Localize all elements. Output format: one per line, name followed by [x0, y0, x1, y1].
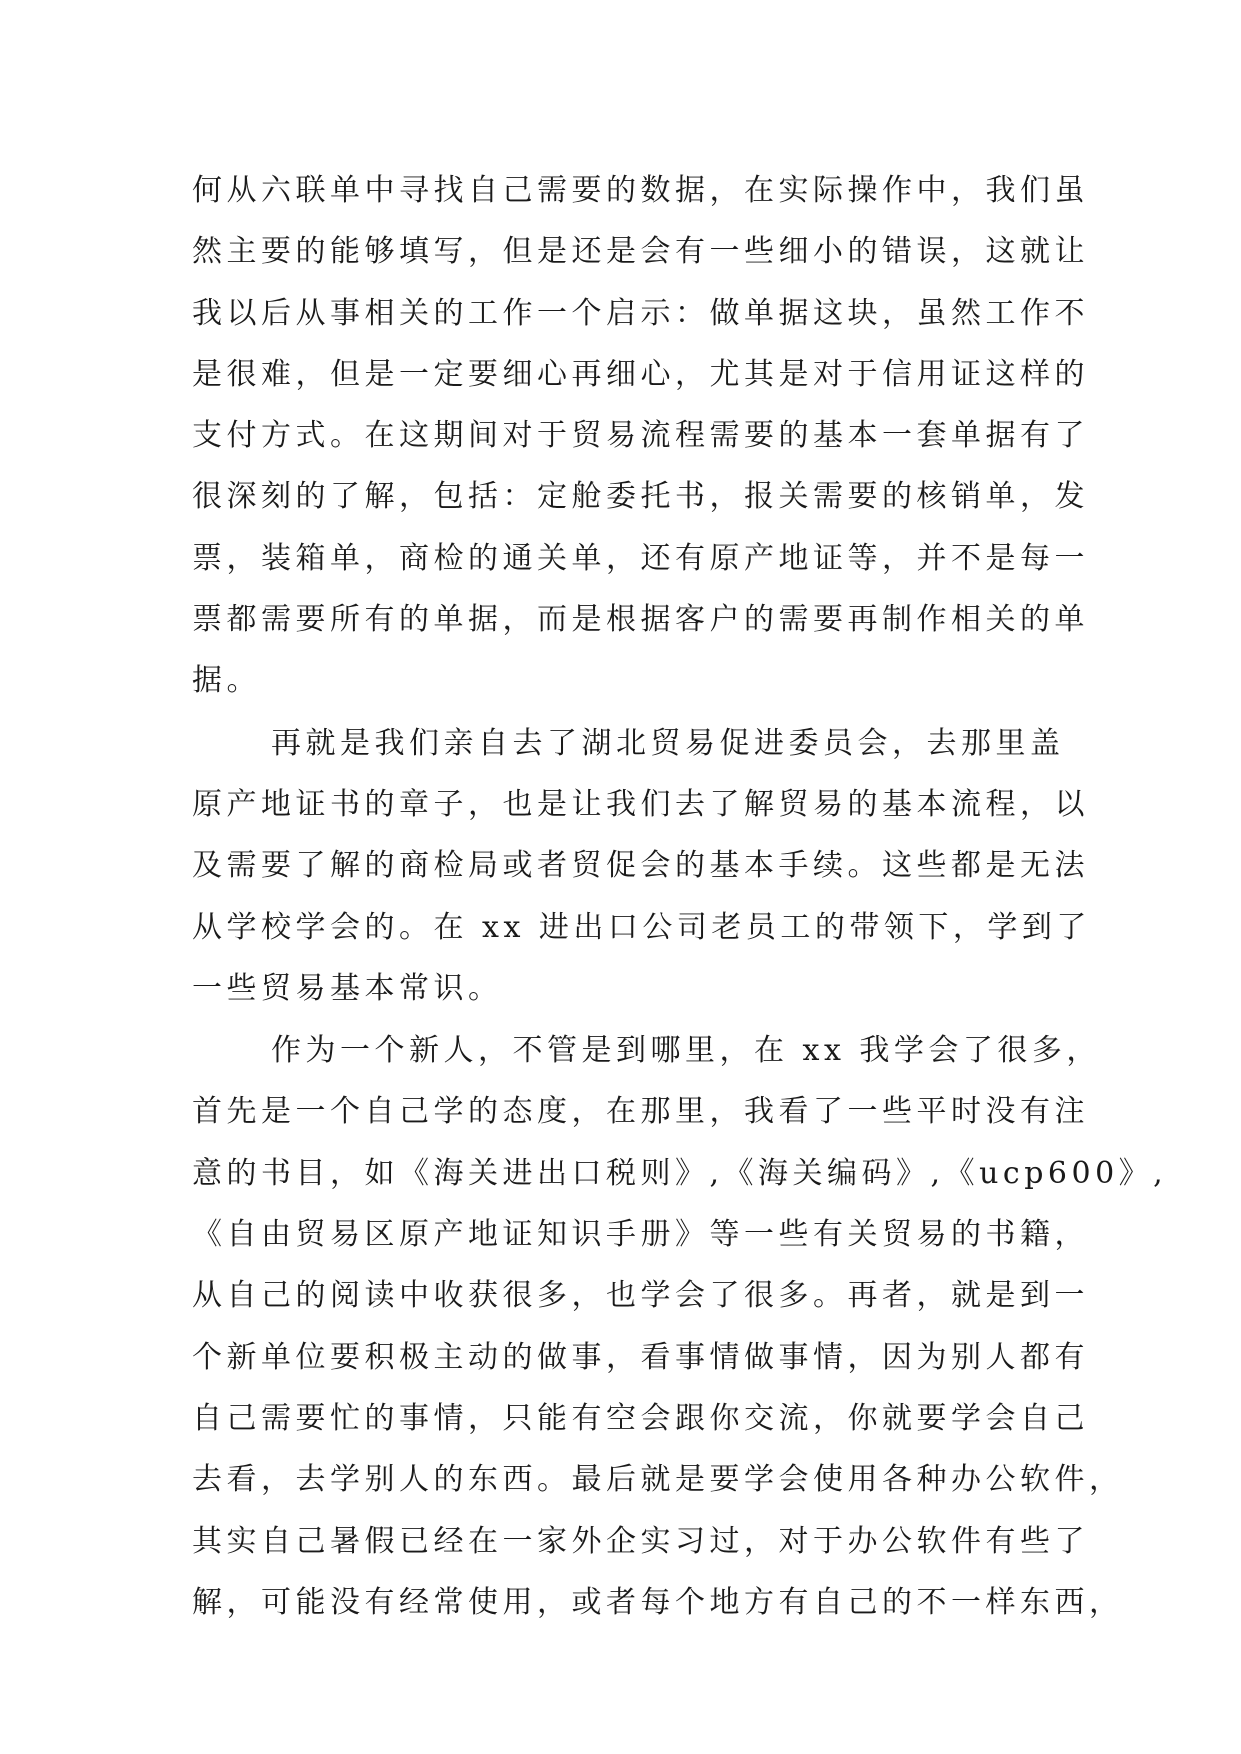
paragraph-1	[192, 160, 1089, 712]
text-line: 去看，去学别人的东西。最后就是要学会使用各种办公软件，	[192, 1462, 1124, 1498]
text-line: 从自己的阅读中收获很多，也学会了很多。再者，就是到一	[192, 1278, 1089, 1314]
text-line: 《自由贸易区原产地证知识手册》等一些有关贸易的书籍，	[192, 1217, 1089, 1253]
text-line: 其实自己暑假已经在一家外企实习过，对于办公软件有些了	[192, 1523, 1089, 1559]
text-line: 我以后从事相关的工作一个启示：做单据这块，虽然工作不	[192, 295, 1089, 331]
paragraph-2	[192, 713, 1091, 1019]
text-line: 原产地证书的章子，也是让我们去了解贸易的基本流程，以	[192, 786, 1089, 822]
text-line: 支付方式。在这期间对于贸易流程需要的基本一套单据有了	[192, 418, 1089, 454]
text-line: 票，装箱单，商检的通关单，还有原产地证等，并不是每一	[192, 540, 1089, 576]
text-line: 然主要的能够填写，但是还是会有一些细小的错误，这就让	[192, 234, 1089, 270]
text-line-indented: 再就是我们亲自去了湖北贸易促进委员会，去那里盖	[271, 725, 1065, 761]
text-line: 意的书目，如《海关进出口税则》,《海关编码》,《ucp600》,	[192, 1155, 1168, 1191]
text-line: 票都需要所有的单据，而是根据客户的需要再制作相关的单	[192, 602, 1089, 638]
text-line: 从学校学会的。在 xx 进出口公司老员工的带领下，学到了	[192, 909, 1091, 945]
text-line: 解，可能没有经常使用，或者每个地方有自己的不一样东西，	[192, 1584, 1124, 1620]
document-body	[192, 160, 1168, 1633]
paragraph-3	[192, 1020, 1168, 1633]
text-line: 是很难，但是一定要细心再细心，尤其是对于信用证这样的	[192, 356, 1089, 392]
text-line: 首先是一个自己学的态度，在那里，我看了一些平时没有注	[192, 1094, 1089, 1130]
text-line: 自己需要忙的事情，只能有空会跟你交流，你就要学会自己	[192, 1400, 1089, 1436]
text-line: 一些贸易基本常识。	[192, 970, 503, 1006]
text-line: 何从六联单中寻找自己需要的数据，在实际操作中，我们虽	[192, 173, 1089, 208]
text-line: 个新单位要积极主动的做事，看事情做事情，因为别人都有	[192, 1339, 1089, 1375]
text-line: 很深刻的了解，包括：定舱委托书，报关需要的核销单，发	[192, 479, 1089, 515]
text-line: 及需要了解的商检局或者贸促会的基本手续。这些都是无法	[192, 848, 1089, 884]
text-line: 据。	[192, 663, 261, 699]
text-line-indented: 作为一个新人，不管是到哪里，在 xx 我学会了很多，	[271, 1033, 1101, 1069]
